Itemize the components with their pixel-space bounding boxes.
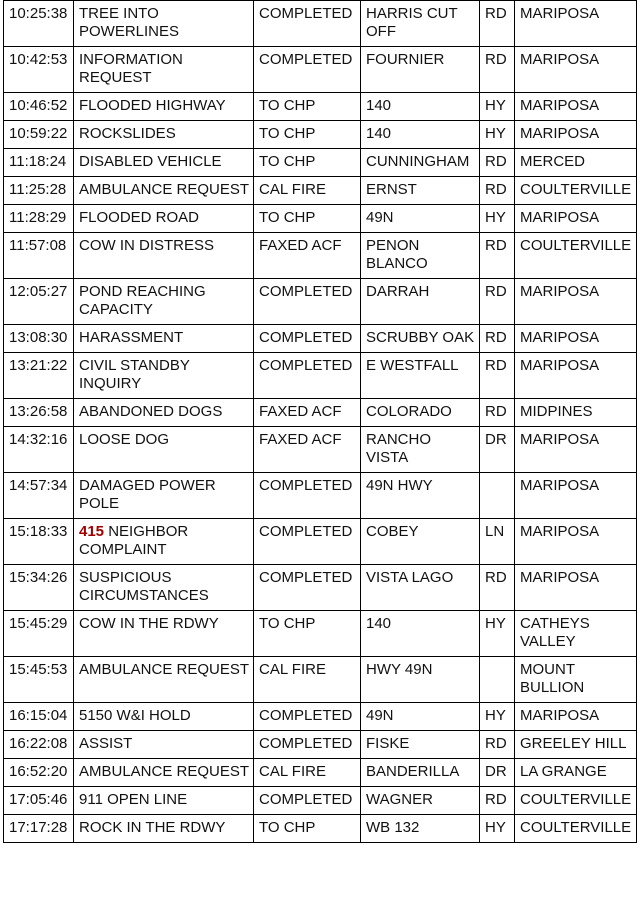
city-cell: MOUNT BULLION <box>515 657 637 703</box>
call-status-cell: COMPLETED <box>254 703 361 731</box>
street-cell: BANDERILLA <box>361 759 480 787</box>
table-row <box>4 703 637 731</box>
city-cell: COULTERVILLE <box>515 233 637 279</box>
street-cell: 140 <box>361 93 480 121</box>
call-status-cell: COMPLETED <box>254 787 361 815</box>
table-row <box>4 399 637 427</box>
city-cell: MARIPOSA <box>515 325 637 353</box>
call-type-cell: 5150 W&I HOLD <box>74 703 254 731</box>
call-type-cell <box>74 519 254 565</box>
call-type-cell: POND REACHING CAPACITY <box>74 279 254 325</box>
call-status-cell: FAXED ACF <box>254 427 361 473</box>
street-suffix-cell: RD <box>480 279 515 325</box>
city-cell: MARIPOSA <box>515 205 637 233</box>
call-status-cell: COMPLETED <box>254 473 361 519</box>
call-time-cell: 13:26:58 <box>4 399 74 427</box>
call-time-cell: 11:25:28 <box>4 177 74 205</box>
call-time-cell: 15:45:53 <box>4 657 74 703</box>
table-row <box>4 47 637 93</box>
street-suffix-cell: RD <box>480 47 515 93</box>
street-suffix-cell: RD <box>480 353 515 399</box>
call-status-cell: TO CHP <box>254 815 361 843</box>
call-time-cell: 11:28:29 <box>4 205 74 233</box>
call-status-cell: TO CHP <box>254 121 361 149</box>
street-cell: 49N HWY <box>361 473 480 519</box>
call-time-cell: 16:52:20 <box>4 759 74 787</box>
city-cell: MARIPOSA <box>515 47 637 93</box>
call-log-body <box>4 1 637 843</box>
street-suffix-cell: RD <box>480 325 515 353</box>
city-cell: COULTERVILLE <box>515 177 637 205</box>
call-time-cell: 17:17:28 <box>4 815 74 843</box>
street-suffix-cell: DR <box>480 759 515 787</box>
street-suffix-cell: HY <box>480 121 515 149</box>
table-row <box>4 519 637 565</box>
call-type-cell: AMBULANCE REQUEST <box>74 177 254 205</box>
call-time-cell: 12:05:27 <box>4 279 74 325</box>
call-time-cell: 10:25:38 <box>4 1 74 47</box>
city-cell: MARIPOSA <box>515 121 637 149</box>
table-row <box>4 121 637 149</box>
street-suffix-cell: HY <box>480 93 515 121</box>
street-suffix-cell: LN <box>480 519 515 565</box>
call-type-cell: CIVIL STANDBY INQUIRY <box>74 353 254 399</box>
street-suffix-cell: RD <box>480 1 515 47</box>
street-cell: FISKE <box>361 731 480 759</box>
call-status-cell: COMPLETED <box>254 519 361 565</box>
street-suffix-cell: HY <box>480 815 515 843</box>
table-row <box>4 759 637 787</box>
street-suffix-cell: RD <box>480 731 515 759</box>
call-type-cell: FLOODED ROAD <box>74 205 254 233</box>
call-time-cell: 16:15:04 <box>4 703 74 731</box>
street-suffix-cell <box>480 473 515 519</box>
call-type-cell: AMBULANCE REQUEST <box>74 657 254 703</box>
city-cell: COULTERVILLE <box>515 815 637 843</box>
street-suffix-cell: DR <box>480 427 515 473</box>
street-suffix-cell: HY <box>480 611 515 657</box>
street-cell: 140 <box>361 611 480 657</box>
call-type-cell: COW IN THE RDWY <box>74 611 254 657</box>
call-type-cell: INFORMATION REQUEST <box>74 47 254 93</box>
table-row <box>4 731 637 759</box>
call-time-cell: 10:46:52 <box>4 93 74 121</box>
call-type-cell: AMBULANCE REQUEST <box>74 759 254 787</box>
street-cell: 49N <box>361 205 480 233</box>
table-row <box>4 177 637 205</box>
street-cell: WB 132 <box>361 815 480 843</box>
call-status-cell: COMPLETED <box>254 279 361 325</box>
call-type-cell: TREE INTO POWERLINES <box>74 1 254 47</box>
street-cell: COLORADO <box>361 399 480 427</box>
call-type-cell: LOOSE DOG <box>74 427 254 473</box>
call-time-cell: 11:57:08 <box>4 233 74 279</box>
call-time-cell: 15:34:26 <box>4 565 74 611</box>
table-row <box>4 353 637 399</box>
call-status-cell: CAL FIRE <box>254 759 361 787</box>
call-type-cell: ROCK IN THE RDWY <box>74 815 254 843</box>
table-row <box>4 149 637 177</box>
city-cell: CATHEYS VALLEY <box>515 611 637 657</box>
street-cell: COBEY <box>361 519 480 565</box>
call-time-cell: 15:45:29 <box>4 611 74 657</box>
street-suffix-cell <box>480 657 515 703</box>
call-type-cell: SUSPICIOUS CIRCUMSTANCES <box>74 565 254 611</box>
city-cell: MARIPOSA <box>515 565 637 611</box>
call-status-cell: TO CHP <box>254 611 361 657</box>
street-suffix-cell: RD <box>480 233 515 279</box>
call-status-cell: COMPLETED <box>254 565 361 611</box>
call-log-table <box>3 0 637 843</box>
call-status-cell: CAL FIRE <box>254 657 361 703</box>
table-row <box>4 93 637 121</box>
table-row <box>4 565 637 611</box>
street-suffix-cell: RD <box>480 149 515 177</box>
call-status-cell: TO CHP <box>254 149 361 177</box>
call-status-cell: COMPLETED <box>254 353 361 399</box>
street-cell: DARRAH <box>361 279 480 325</box>
table-row <box>4 427 637 473</box>
street-cell: PENON BLANCO <box>361 233 480 279</box>
call-time-cell: 13:08:30 <box>4 325 74 353</box>
call-status-cell: COMPLETED <box>254 731 361 759</box>
street-cell: E WESTFALL <box>361 353 480 399</box>
table-row <box>4 611 637 657</box>
table-row <box>4 1 637 47</box>
street-cell: WAGNER <box>361 787 480 815</box>
street-cell: RANCHO VISTA <box>361 427 480 473</box>
city-cell: MIDPINES <box>515 399 637 427</box>
table-row <box>4 279 637 325</box>
street-cell: ERNST <box>361 177 480 205</box>
city-cell: COULTERVILLE <box>515 787 637 815</box>
call-status-cell: COMPLETED <box>254 47 361 93</box>
call-time-cell: 14:57:34 <box>4 473 74 519</box>
city-cell: MARIPOSA <box>515 427 637 473</box>
call-status-cell: TO CHP <box>254 93 361 121</box>
call-type-cell: DAMAGED POWER POLE <box>74 473 254 519</box>
call-time-cell: 16:22:08 <box>4 731 74 759</box>
call-type-cell: FLOODED HIGHWAY <box>74 93 254 121</box>
call-time-cell: 11:18:24 <box>4 149 74 177</box>
call-time-cell: 17:05:46 <box>4 787 74 815</box>
call-time-cell: 14:32:16 <box>4 427 74 473</box>
city-cell: MARIPOSA <box>515 519 637 565</box>
call-type-cell: ASSIST <box>74 731 254 759</box>
call-status-cell: TO CHP <box>254 205 361 233</box>
city-cell: MARIPOSA <box>515 93 637 121</box>
street-suffix-cell: RD <box>480 787 515 815</box>
city-cell: MARIPOSA <box>515 1 637 47</box>
city-cell: MERCED <box>515 149 637 177</box>
city-cell: MARIPOSA <box>515 473 637 519</box>
call-time-cell: 10:42:53 <box>4 47 74 93</box>
street-suffix-cell: RD <box>480 399 515 427</box>
call-status-cell: CAL FIRE <box>254 177 361 205</box>
call-time-cell: 10:59:22 <box>4 121 74 149</box>
table-row <box>4 233 637 279</box>
call-status-cell: FAXED ACF <box>254 399 361 427</box>
call-type-cell: 911 OPEN LINE <box>74 787 254 815</box>
table-row <box>4 657 637 703</box>
street-cell: HARRIS CUT OFF <box>361 1 480 47</box>
table-row <box>4 787 637 815</box>
table-row <box>4 205 637 233</box>
street-suffix-cell: HY <box>480 703 515 731</box>
street-suffix-cell: RD <box>480 177 515 205</box>
call-type-cell: ROCKSLIDES <box>74 121 254 149</box>
street-suffix-cell: RD <box>480 565 515 611</box>
call-type-cell: HARASSMENT <box>74 325 254 353</box>
call-status-cell: COMPLETED <box>254 1 361 47</box>
street-cell: 140 <box>361 121 480 149</box>
call-type-text: NEIGHBOR COMPLAINT <box>79 523 189 558</box>
table-row <box>4 815 637 843</box>
street-cell: HWY 49N <box>361 657 480 703</box>
street-cell: 49N <box>361 703 480 731</box>
call-type-cell: DISABLED VEHICLE <box>74 149 254 177</box>
table-row <box>4 325 637 353</box>
city-cell: MARIPOSA <box>515 353 637 399</box>
city-cell: MARIPOSA <box>515 703 637 731</box>
street-suffix-cell: HY <box>480 205 515 233</box>
city-cell: LA GRANGE <box>515 759 637 787</box>
call-status-cell: FAXED ACF <box>254 233 361 279</box>
penal-code: 415 <box>79 523 105 540</box>
street-cell: VISTA LAGO <box>361 565 480 611</box>
street-cell: CUNNINGHAM <box>361 149 480 177</box>
street-cell: SCRUBBY OAK <box>361 325 480 353</box>
call-type-cell: ABANDONED DOGS <box>74 399 254 427</box>
city-cell: MARIPOSA <box>515 279 637 325</box>
call-time-cell: 13:21:22 <box>4 353 74 399</box>
city-cell: GREELEY HILL <box>515 731 637 759</box>
street-cell: FOURNIER <box>361 47 480 93</box>
table-row <box>4 473 637 519</box>
call-type-cell: COW IN DISTRESS <box>74 233 254 279</box>
call-time-cell: 15:18:33 <box>4 519 74 565</box>
call-status-cell: COMPLETED <box>254 325 361 353</box>
